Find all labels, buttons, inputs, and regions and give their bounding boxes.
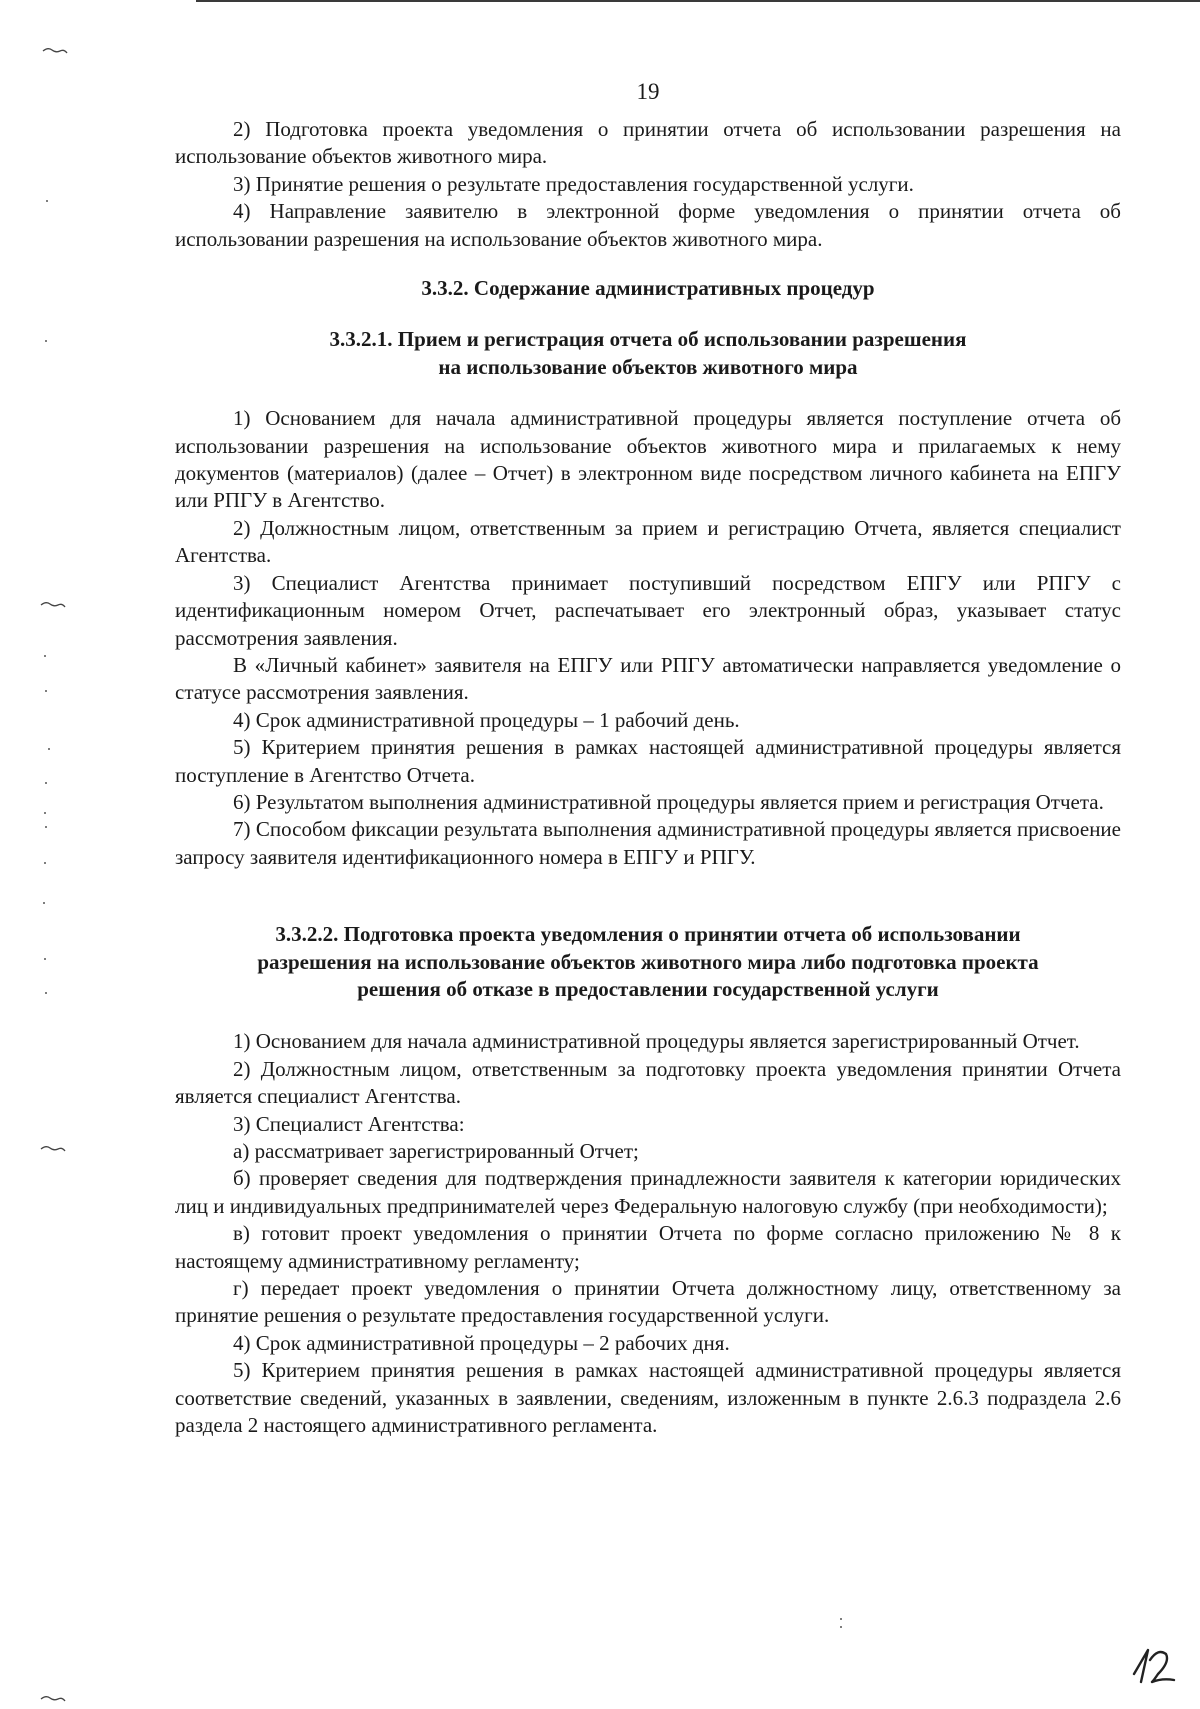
body-paragraph: 5) Критерием принятия решения в рамках настоящей административной процедуры является соответствие сведений, указанных в заявлении, сведениям, изложенным в пункте 2.6.3 подраздела 2.6 раздела 2 настоящего административного регламента. — [175, 1358, 1121, 1438]
body-paragraph: 1) Основанием для начала административной процедуры является зарегистрированный Отчет. — [233, 1029, 1080, 1054]
subsection-2-heading-line: 3.3.2.2. Подготовка проекта уведомления о принятии отчета об использовании — [275, 922, 1021, 947]
subsection-2-heading-line: решения об отказе в предоставлении государственной услуги — [357, 976, 939, 1001]
scan-speck — [45, 992, 47, 994]
body-paragraph: 3) Специалист Агентства принимает поступивший посредством ЕПГУ или РПГУ с идентификационным номером Отчет, распечатывает его электронный образ, указывает статус рассмотрения заявления. — [175, 570, 1121, 650]
scan-speck — [43, 902, 45, 904]
body-paragraph: б) проверяет сведения для подтверждения принадлежности заявителя к категории юридических лиц и индивидуальных предпринимателей через Федеральную налоговую службу (при необходимости); — [175, 1166, 1121, 1218]
body-paragraph: 2) Должностным лицом, ответственным за подготовку проекта уведомления принятии Отчета является специалист Агентства. — [175, 1056, 1121, 1109]
scan-speck — [44, 812, 46, 814]
handwritten-sheet-number — [1128, 1640, 1178, 1686]
scan-mark — [40, 600, 66, 608]
document-page — [175, 78, 1121, 1439]
body-paragraph: 1) Основанием для начала административной процедуры является поступление отчета об использовании разрешения на использование объектов животного мира и прилагаемых к нему документов (материалов) (далее – Отчет) в электронном виде посредством личного кабинета на ЕПГУ или РПГУ в Агентство. — [175, 406, 1121, 513]
body-paragraph: 4) Срок административной процедуры – 2 рабочих дня. — [233, 1330, 730, 1355]
intro-paragraph: 2) Подготовка проекта уведомления о принятии отчета об использовании разрешения на использование объектов животного мира. — [175, 117, 1121, 169]
page-number: 19 — [636, 79, 660, 104]
scan-speck — [45, 690, 47, 692]
body-paragraph: в) готовит проект уведомления о принятии Отчета по форме согласно приложению № 8 к настоящему административному регламенту; — [175, 1221, 1121, 1273]
body-paragraph: 2) Должностным лицом, ответственным за прием и регистрацию Отчета, является специалист Агентства. — [175, 515, 1121, 568]
intro-paragraph: 4) Направление заявителю в электронной форме уведомления о принятии отчета об использовании разрешения на использование объектов животного мира. — [175, 199, 1121, 251]
subsection-1-heading-line: на использование объектов животного мира — [438, 354, 858, 379]
scan-speck — [45, 340, 47, 342]
body-paragraph: 7) Способом фиксации результата выполнения административной процедуры является присвоение запросу заявителя идентификационного номера в ЕПГУ и РПГУ. — [175, 817, 1121, 869]
scan-speck — [46, 200, 48, 202]
body-paragraph: а) рассматривает зарегистрированный Отчет; — [233, 1139, 639, 1163]
scan-speck — [44, 862, 46, 864]
body-paragraph: В «Личный кабинет» заявителя на ЕПГУ или РПГУ автоматически направляется уведомление о статусе рассмотрения заявления. — [175, 652, 1121, 705]
scan-speck — [44, 655, 46, 657]
body-paragraph: 4) Срок административной процедуры – 1 рабочий день. — [233, 707, 740, 732]
scan-speck — [840, 1626, 842, 1628]
scan-speck — [48, 748, 50, 750]
body-paragraph: 6) Результатом выполнения административной процедуры является прием и регистрация Отчета. — [233, 789, 1104, 814]
scan-mark — [42, 46, 68, 54]
subsection-2-heading — [175, 921, 1121, 1003]
scan-mark — [40, 1694, 66, 1702]
body-paragraph: 5) Критерием принятия решения в рамках настоящей административной процедуры является поступление в Агентство Отчета. — [175, 735, 1121, 787]
scan-speck — [44, 958, 46, 960]
subsection-1-heading — [175, 326, 1121, 381]
body-paragraph: 3) Специалист Агентства: — [233, 1111, 465, 1136]
subsection-1-heading-line: 3.3.2.1. Прием и регистрация отчета об использовании разрешения — [329, 327, 967, 352]
scan-speck — [840, 1618, 842, 1620]
subsection-2-heading-line: разрешения на использование объектов животного мира либо подготовка проекта — [257, 949, 1039, 974]
scan-speck — [45, 826, 47, 828]
scan-mark — [40, 1144, 66, 1152]
section-heading: 3.3.2. Содержание административных процедур — [421, 276, 875, 301]
body-paragraph: г) передает проект уведомления о принятии Отчета должностному лицу, ответственному за принятие решения о результате предоставления государственной услуги. — [175, 1276, 1121, 1328]
scan-top-edge — [196, 0, 1200, 2]
intro-paragraph: 3) Принятие решения о результате предоставления государственной услуги. — [233, 171, 914, 196]
scan-speck — [45, 782, 47, 784]
